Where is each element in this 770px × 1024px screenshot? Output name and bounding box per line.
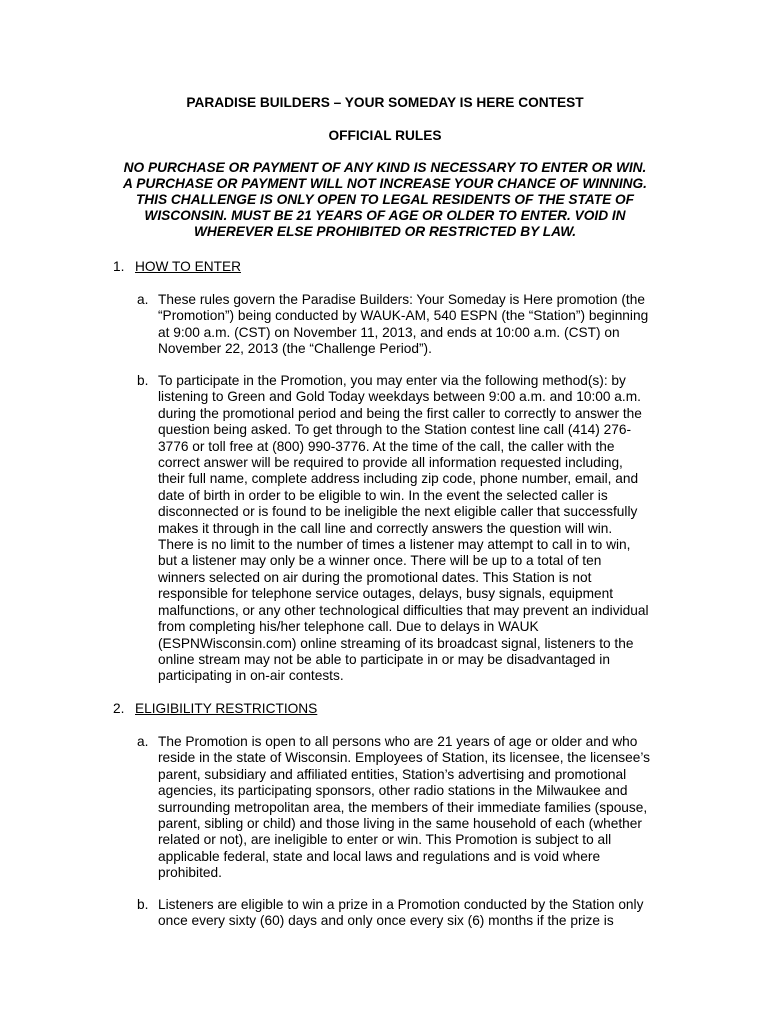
notice-line: WISCONSIN. MUST BE 21 YEARS OF AGE OR OLDER TO ENTER. VOID IN bbox=[144, 208, 626, 223]
notice-line: THIS CHALLENGE IS ONLY OPEN TO LEGAL RESIDENTS OF THE STATE OF bbox=[135, 192, 635, 207]
text-line: The Promotion is open to all persons who are 21 years of age or older and who bbox=[158, 734, 638, 749]
item-letter: b. bbox=[137, 373, 149, 388]
text-line: agencies, its participating sponsors, other radio stations in the Milwaukee and bbox=[158, 783, 628, 799]
text-line: November 22, 2013 (the “Challenge Period”). bbox=[158, 341, 432, 357]
text-line: Listeners are eligible to win a prize in a Promotion conducted by the Station only bbox=[158, 897, 644, 912]
text-line: applicable federal, state and local laws and regulations and is void where bbox=[158, 848, 601, 864]
item-text bbox=[158, 373, 649, 685]
text-line: date of birth in order to be eligible to win. In the event the selected caller is bbox=[158, 487, 608, 503]
section-heading-eligibility bbox=[113, 701, 317, 717]
document-title: PARADISE BUILDERS – YOUR SOMEDAY IS HERE CONTEST bbox=[186, 95, 584, 110]
notice-line: WHEREVER ELSE PROHIBITED OR RESTRICTED BY LAW. bbox=[193, 224, 576, 239]
section-number: 2. bbox=[113, 701, 125, 716]
item-letter: a. bbox=[137, 292, 149, 307]
text-line: during the promotional period and being the first caller to correctly to answer the bbox=[158, 405, 642, 421]
item-text bbox=[158, 897, 643, 930]
text-line: participating in on-air contests. bbox=[158, 668, 344, 684]
item-letter: a. bbox=[137, 734, 149, 749]
text-line: at 9:00 a.m. (CST) on November 11, 2013, and ends at 10:00 a.m. (CST) on bbox=[158, 324, 620, 340]
text-line: from completing his/her telephone call. Due to delays in WAUK bbox=[158, 619, 539, 635]
text-line: online stream may not be able to participate in or may be disadvantaged in bbox=[158, 651, 610, 667]
text-line: 3776 or toll free at (800) 990-3776. At the time of the call, the caller with the bbox=[158, 438, 615, 454]
item-text bbox=[158, 292, 648, 358]
text-line: parent, sibling or child) and those living in the same household of each (whether bbox=[158, 816, 642, 832]
text-line: responsible for telephone service outages, delays, busy signals, equipment bbox=[158, 586, 614, 602]
section-title: HOW TO ENTER bbox=[135, 259, 241, 274]
text-line: parent, subsidiary and affiliated entities, Station’s advertising and promotional bbox=[158, 766, 627, 782]
text-line: prohibited. bbox=[158, 865, 222, 881]
text-line: but a listener may only be a winner once. There will be up to a total of ten bbox=[158, 553, 602, 569]
text-line: listening to Green and Gold Today weekdays between 9:00 a.m. and 10:00 a.m. bbox=[158, 389, 641, 405]
text-line: disconnected or is found to be ineligible the next eligible caller that successfully bbox=[158, 504, 638, 520]
notice-line: A PURCHASE OR PAYMENT WILL NOT INCREASE YOUR CHANCE OF WINNING. bbox=[123, 176, 647, 191]
legal-notice bbox=[110, 160, 660, 240]
document-subtitle: OFFICIAL RULES bbox=[328, 128, 442, 143]
item-letter: b. bbox=[137, 897, 149, 912]
text-line: To participate in the Promotion, you may enter via the following method(s): by bbox=[158, 373, 626, 388]
text-line: reside in the state of Wisconsin. Employees of Station, its licensee, the licensee’s bbox=[158, 750, 650, 766]
text-line: correct answer will be required to provide all information requested including, bbox=[158, 455, 623, 471]
text-line: their full name, complete address including zip code, phone number, email, and bbox=[158, 471, 639, 487]
section-heading-how-to-enter bbox=[113, 259, 241, 275]
section-title: ELIGIBILITY RESTRICTIONS bbox=[135, 701, 318, 716]
item-text bbox=[158, 734, 650, 882]
text-line: malfunctions, or any other technological difficulties that may prevent an individual bbox=[158, 602, 649, 618]
text-line: These rules govern the Paradise Builders: Your Someday is Here promotion (the bbox=[158, 292, 645, 307]
text-line: once every sixty (60) days and only once every six (6) months if the prize is bbox=[158, 913, 614, 929]
text-line: (ESPNWisconsin.com) online streaming of its broadcast signal, listeners to the bbox=[158, 635, 634, 651]
text-line: “Promotion”) being conducted by WAUK-AM, 540 ESPN (the “Station”) beginning bbox=[158, 308, 649, 324]
text-line: surrounding metropolitan area, the members of their immediate families (spouse, bbox=[158, 799, 648, 815]
notice-line: NO PURCHASE OR PAYMENT OF ANY KIND IS NECESSARY TO ENTER OR WIN. bbox=[123, 160, 647, 175]
text-line: winners selected on air during the promotional dates. This Station is not bbox=[158, 569, 592, 585]
text-line: There is no limit to the number of times a listener may attempt to call in to win, bbox=[158, 537, 631, 553]
text-line: question being asked. To get through to the Station contest line call (414) 276- bbox=[158, 422, 632, 438]
text-line: makes it through in the call line and correctly answers the question will win. bbox=[158, 520, 613, 536]
text-line: related or not), are ineligible to enter or win. This Promotion is subject to all bbox=[158, 832, 612, 848]
section-number: 1. bbox=[113, 259, 125, 274]
